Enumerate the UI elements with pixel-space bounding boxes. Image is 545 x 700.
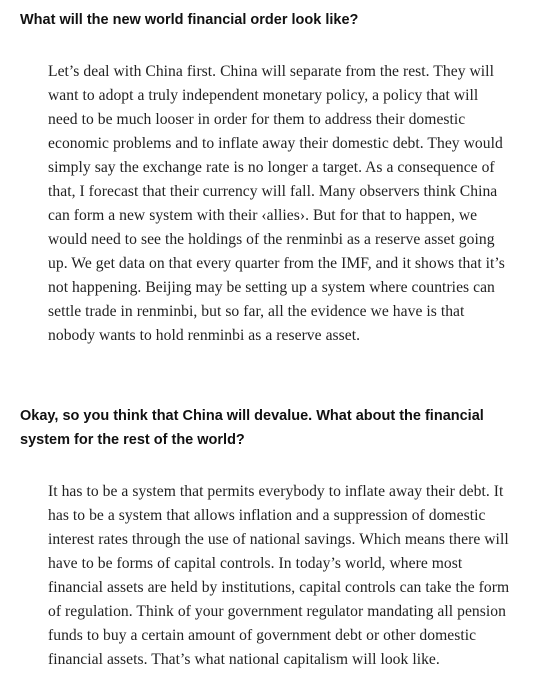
question-heading-2: Okay, so you think that China will devalue. What about the financial system for the rest of the world?	[20, 408, 484, 448]
answer-paragraph-1: Let’s deal with China first. China will separate from the rest. They will want to adopt a truly independent monetary policy, a policy that will need to be much looser in order for them to address their domestic economic problems and to inflate away their domestic debt. They would simply say the exchange rate is no longer a target. As a consequence of that, I forecast that their currency will fall. Many observers think China can form a new system with their ‹allies›. But for that to happen, we would need to see the holdings of the renminbi as a reserve asset going up. We get data on that every quarter from the IMF, and it shows that it’s not happening. Beijing may be setting up a system where countries can settle trade in renminbi, but so far, all the evidence we have is that nobody wants to hold renminbi as a reserve asset.	[48, 63, 505, 344]
question-heading-1: What will the new world financial order look like?	[20, 12, 359, 28]
answer-paragraph-2: It has to be a system that permits everybody to inflate away their debt. It has to be a system that allows inflation and a suppression of domestic interest rates through the use of national savings. Which means there will have to be forms of capital controls. In today’s world, where most financial assets are held by institutions, capital controls can take the form of regulation. Think of your government regulator mandating all pension funds to buy a certain amount of government debt or other domestic financial assets. That’s what national capitalism will look like.	[48, 483, 510, 668]
